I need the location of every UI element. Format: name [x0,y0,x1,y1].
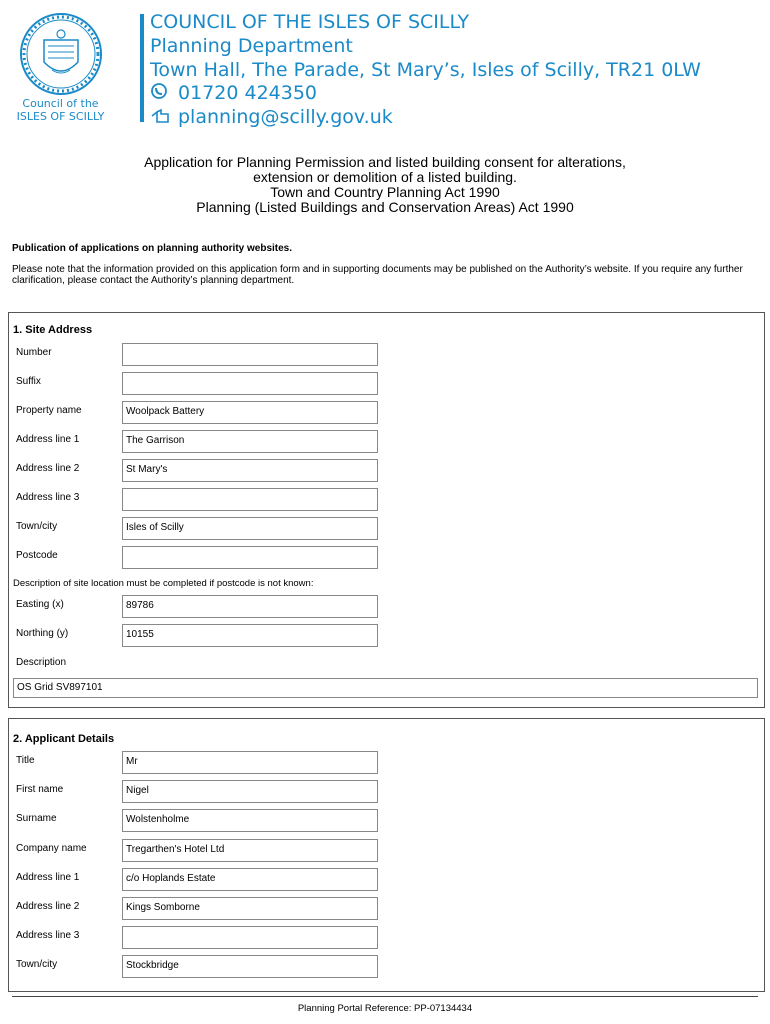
publication-heading: Publication of applications on planning authority websites. [12,243,293,254]
title-label: Title [16,755,35,766]
suffix-label: Suffix [16,376,41,387]
email-address[interactable]: planning@scilly.gov.uk [178,106,393,128]
publication-notice: Please note that the information provided on this application form and in supporting documents may be published on the Authority’s website. If you require any further clarification, please contact the Authority’s planning department. [12,264,743,286]
form-title-line-3: Town and Country Planning Act 1990 [270,184,500,200]
form-title-line-4: Planning (Listed Buildings and Conservation Areas) Act 1990 [196,199,574,215]
site-address-line-3-label: Address line 3 [16,492,80,503]
number-field[interactable] [122,343,378,366]
footer-divider [12,996,758,997]
property-name-label: Property name [16,405,82,416]
surname-field[interactable]: Wolstenholme [122,809,378,832]
site-town-label: Town/city [16,521,58,532]
portal-reference: Planning Portal Reference: PP-07134434 [297,1003,473,1014]
description-field[interactable]: OS Grid SV897101 [13,678,758,698]
applicant-address-line-2-label: Address line 2 [16,901,80,912]
org-address: Town Hall, The Parade, St Mary’s, Isles of Scilly, TR21 0LW [150,59,701,81]
northing-label: Northing (y) [16,628,69,639]
phone-icon [150,82,172,105]
email-line [150,106,393,129]
seal-caption-line-2: ISLES OF SCILLY [16,110,105,123]
site-address-line-1-label: Address line 1 [16,434,80,445]
applicant-address-line-2-field[interactable]: Kings Somborne [122,897,378,920]
applicant-address-line-3-field[interactable] [122,926,378,949]
applicant-town-label: Town/city [16,959,58,970]
site-address-line-2-field[interactable]: St Mary's [122,459,378,482]
postcode-field[interactable] [122,546,378,569]
phone-number[interactable]: 01720 424350 [178,82,318,104]
email-icon [150,106,172,129]
header-divider [140,14,144,122]
applicant-address-line-1-field[interactable]: c/o Hoplands Estate [122,868,378,891]
first-name-label: First name [16,784,64,795]
number-label: Number [16,347,52,358]
northing-field[interactable]: 10155 [122,624,378,647]
applicant-details-title: 2. Applicant Details [13,733,115,745]
site-address-line-2-label: Address line 2 [16,463,80,474]
first-name-field[interactable]: Nigel [122,780,378,803]
site-address-line-1-field[interactable]: The Garrison [122,430,378,453]
phone-line [150,82,317,105]
postcode-label: Postcode [16,550,58,561]
title-field[interactable]: Mr [122,751,378,774]
site-town-field[interactable]: Isles of Scilly [122,517,378,540]
seal-caption-line-1: Council of the [22,97,99,110]
department-name: Planning Department [150,35,353,57]
description-label: Description [16,657,67,668]
form-title-line-1: Application for Planning Permission and listed building consent for alterations, [144,154,626,170]
company-name-field[interactable]: Tregarthen's Hotel Ltd [122,839,378,862]
form-title [0,155,770,215]
suffix-field[interactable] [122,372,378,395]
easting-field[interactable]: 89786 [122,595,378,618]
applicant-address-line-1-label: Address line 1 [16,872,80,883]
seal-caption [8,97,113,123]
surname-label: Surname [16,813,57,824]
applicant-address-line-3-label: Address line 3 [16,930,80,941]
org-name: COUNCIL OF THE ISLES OF SCILLY [150,11,470,33]
site-address-title: 1. Site Address [13,324,93,336]
site-address-line-3-field[interactable] [122,488,378,511]
applicant-town-field[interactable]: Stockbridge [122,955,378,978]
easting-label: Easting (x) [16,599,64,610]
company-name-label: Company name [16,843,87,854]
location-note: Description of site location must be completed if postcode is not known: [13,578,314,589]
property-name-field[interactable]: Woolpack Battery [122,401,378,424]
form-title-line-2: extension or demolition of a listed building. [253,169,517,185]
